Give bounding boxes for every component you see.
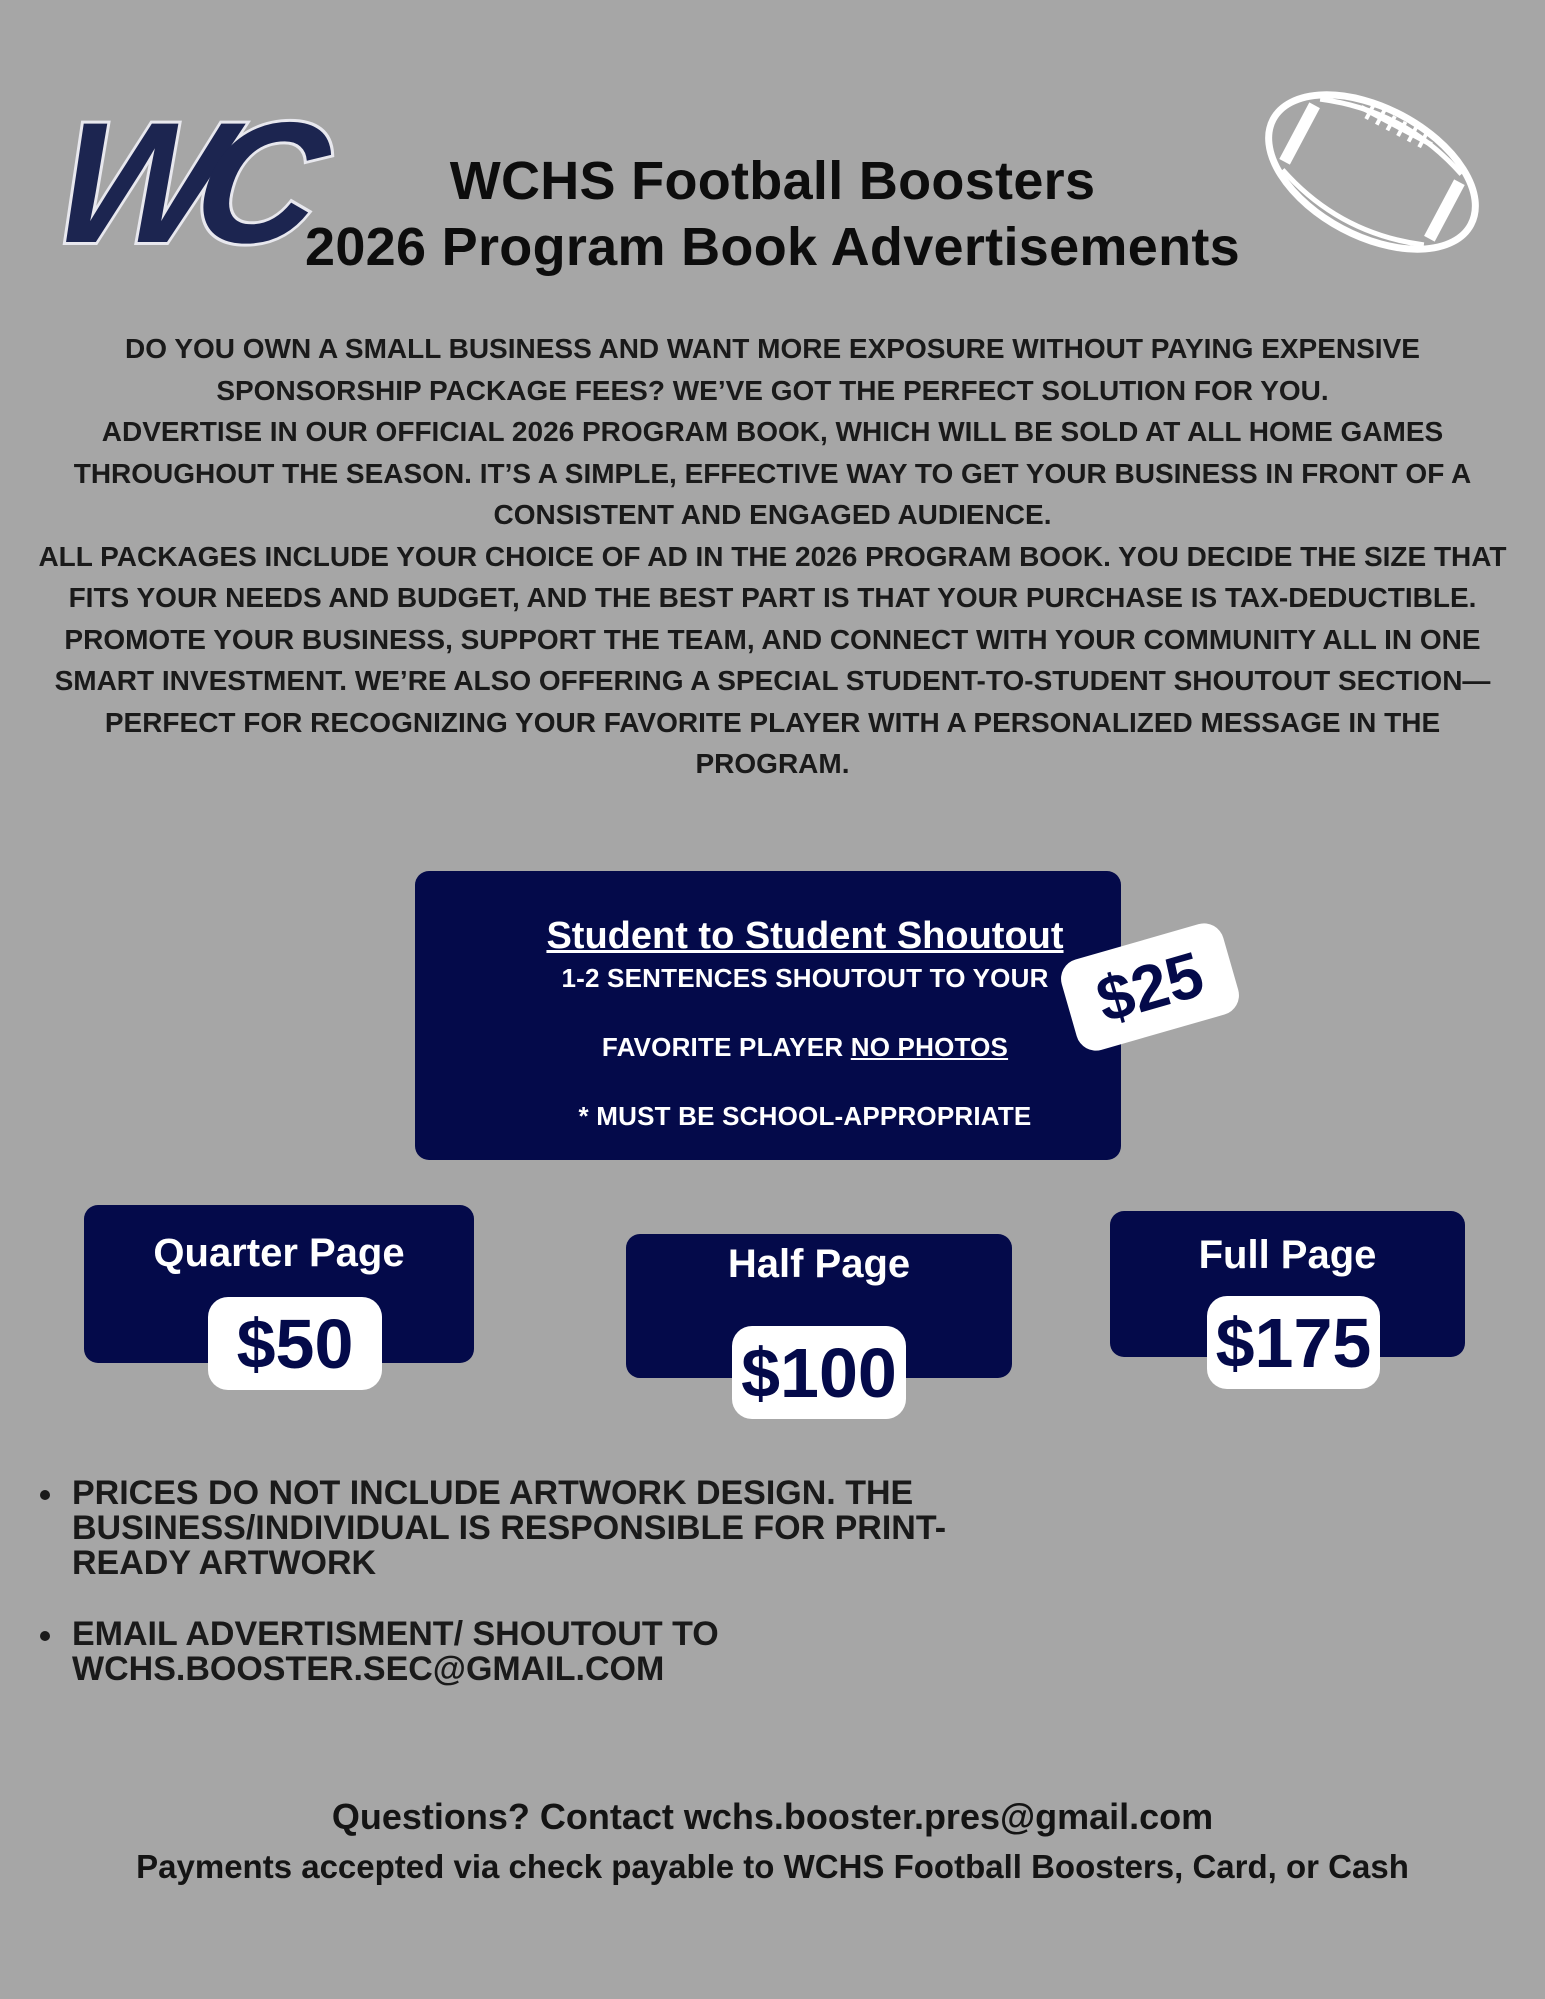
title-line-1: WCHS Football Boosters xyxy=(449,151,1096,211)
contact-line: Questions? Contact wchs.booster.pres@gmail.com xyxy=(331,1796,1214,1837)
logo-text: WC xyxy=(38,86,322,279)
payment-line: Payments accepted via check payable to WCHS Football Boosters, Card, or Cash xyxy=(136,1848,1409,1885)
shoutout-title: Student to Student Shoutout xyxy=(546,915,1064,957)
notes-list xyxy=(36,1476,956,1723)
note-artwork: PRICES DO NOT INCLUDE ARTWORK DESIGN. THE BUSINESS/INDIVIDUAL IS RESPONSIBLE FOR PRINT-READY ARTWORK xyxy=(36,1476,956,1581)
shoutout-line-1: 1-2 SENTENCES SHOUTOUT TO YOUR xyxy=(561,963,1049,993)
intro-paragraph: ALL PACKAGES INCLUDE YOUR CHOICE OF AD IN THE 2026 PROGRAM BOOK. YOU DECIDE THE SIZE THAT FITS YOUR NEEDS AND BUDGET, AND THE BEST PART IS THAT YOUR PURCHASE IS TAX-DEDUCTIBLE. xyxy=(38,540,1507,613)
shoutout-line-2 xyxy=(415,1032,1121,1063)
half-page-label: Half Page xyxy=(727,1242,911,1286)
intro-paragraph: PROMOTE YOUR BUSINESS, SUPPORT THE TEAM, AND CONNECT WITH YOUR COMMUNITY ALL IN ONE SMART INVESTMENT. WE’RE ALSO OFFERING A SPECIAL STUDENT-TO-STUDENT SHOUTOUT SECTION—PERFECT FOR RECOGNIZING YOUR FAVORITE PLAYER WITH A PERSONALIZED MESSAGE IN THE PROGRAM. xyxy=(54,623,1491,779)
page-title xyxy=(0,148,1545,280)
full-page-price: $175 xyxy=(1207,1296,1380,1389)
shoutout-line-2-text: FAVORITE PLAYER xyxy=(601,1032,851,1062)
half-page-price: $100 xyxy=(732,1326,906,1419)
full-page-label: Full Page xyxy=(1198,1233,1377,1277)
title-line-2: 2026 Program Book Advertisements xyxy=(305,217,1240,277)
note-email: EMAIL ADVERTISMENT/ SHOUTOUT TO WCHS.BOOSTER.SEC@GMAIL.COM xyxy=(36,1617,956,1687)
shoutout-price-badge: $25 xyxy=(1056,919,1243,1056)
quarter-page-label: Quarter Page xyxy=(153,1231,405,1275)
no-photos-text: NO PHOTOS xyxy=(850,1032,1009,1062)
shoutout-panel xyxy=(415,871,1121,1160)
shoutout-line-3: * MUST BE SCHOOL-APPROPRIATE xyxy=(578,1101,1032,1131)
quarter-page-price: $50 xyxy=(208,1297,382,1390)
intro-paragraph: ADVERTISE IN OUR OFFICIAL 2026 PROGRAM BOOK, WHICH WILL BE SOLD AT ALL HOME GAMES THROUGHOUT THE SEASON. IT’S A SIMPLE, EFFECTIVE WAY TO GET YOUR BUSINESS IN FRONT OF A CONSISTENT AND ENGAGED AUDIENCE. xyxy=(73,416,1472,530)
intro-text xyxy=(28,328,1517,785)
intro-paragraph: DO YOU OWN A SMALL BUSINESS AND WANT MORE EXPOSURE WITHOUT PAYING EXPENSIVE SPONSORSHIP PACKAGE FEES? WE’VE GOT THE PERFECT SOLUTION FOR YOU. xyxy=(125,333,1420,406)
